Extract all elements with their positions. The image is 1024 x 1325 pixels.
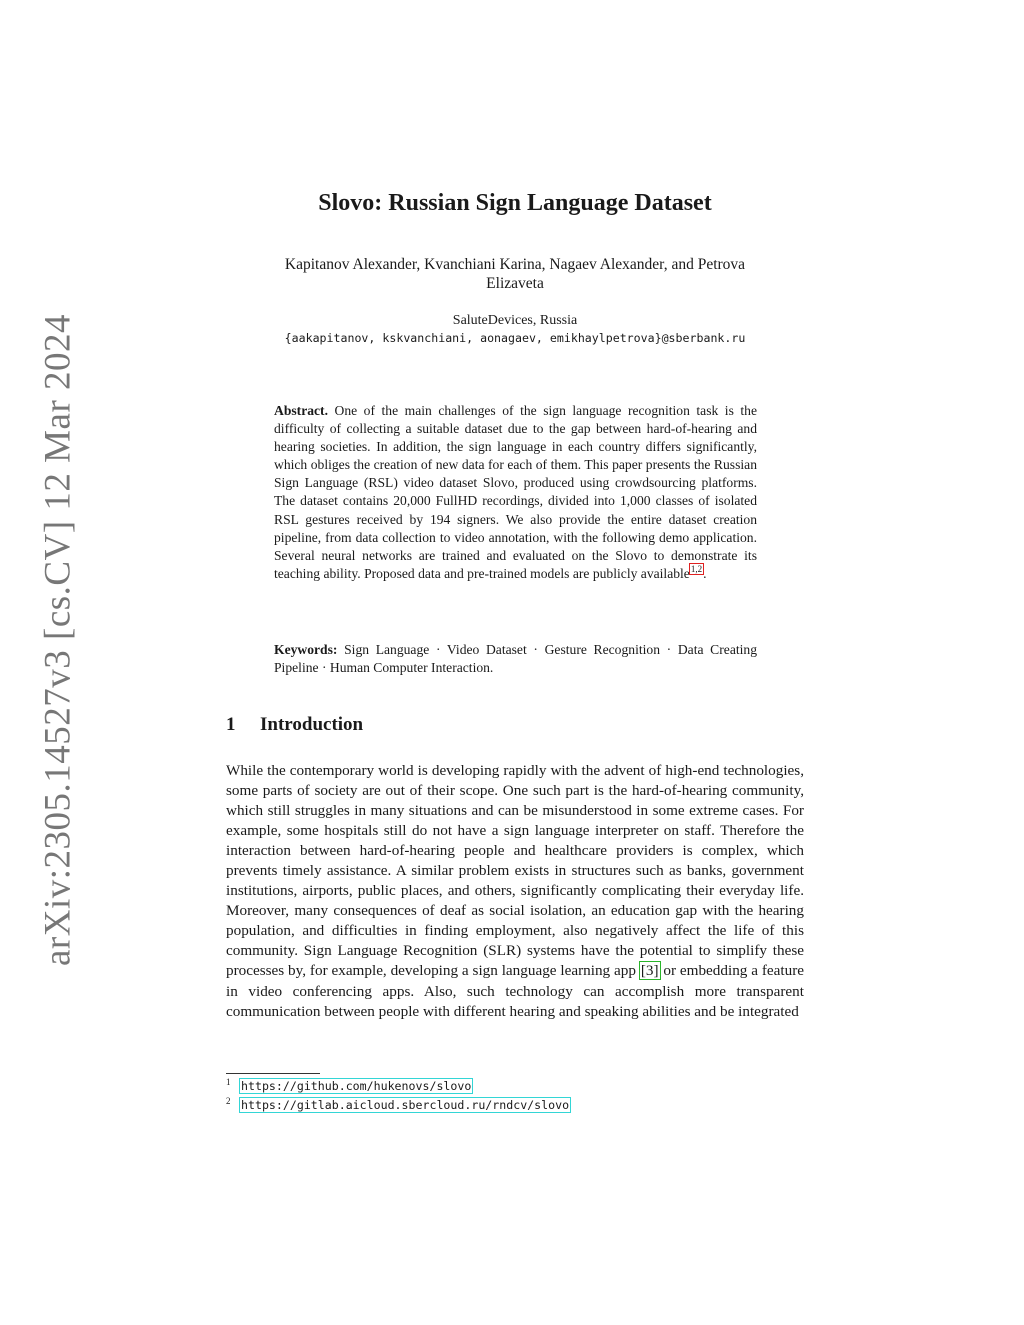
author-emails: {aakapitanov, kskvanchiani, aonagaev, emikhaylpetrova}@sberbank.ru — [284, 331, 746, 345]
keywords-label: Keywords: — [274, 642, 338, 657]
section-title: Introduction — [260, 714, 364, 735]
section-number: 1 — [226, 714, 236, 735]
citation-link[interactable]: [3] — [640, 962, 659, 980]
arxiv-identifier: arXiv:2305.14527v3 [cs.CV] 12 Mar 2024 — [37, 313, 79, 967]
authors — [226, 255, 804, 293]
footnote-url-link[interactable]: https://github.com/hukenovs/slovo — [241, 1079, 472, 1093]
footnote-1: 1 https://github.com/hukenovs/slovo — [226, 1077, 472, 1093]
authors-line-2: Elizaveta — [486, 275, 544, 292]
abstract-end: . — [703, 565, 707, 581]
footnote-divider — [226, 1073, 320, 1074]
keywords — [274, 641, 757, 677]
footnote-url-link[interactable]: https://gitlab.aicloud.sbercloud.ru/rndcv/slovo — [241, 1098, 570, 1112]
intro-text-2: or embedding a feature in video conferencing apps. Also, such technology can accomplish more transparent communication between people with different hearing and speaking abilities and be integrated — [226, 962, 805, 1020]
affiliation: SaluteDevices, Russia — [452, 313, 578, 328]
keywords-text: Sign Language · Video Dataset · Gesture Recognition · Data Creating Pipeline · Human Computer Interaction. — [274, 642, 757, 676]
intro-text-1: While the contemporary world is developing rapidly with the advent of high-end technologies, some parts of society are out of their scope. One such part is the hard-of-hearing community, which still struggles in many situations and can be misunderstood in some extreme cases. For example, some hospitals still do not have a sign language interpreter on staff. Therefore the interaction between hard-of-hearing people and healthcare providers is complex, which prevents timely assistance. A similar problem exists in structures such as banks, government institutions, airports, public places, and others, significantly complicating their everyday life. Moreover, many consequences of deaf as social isolation, an education gap with the hearing population, and difficulties in finding employment, also negatively affect the life of this community. Sign Language Recognition (SLR) systems have the potential to simplify these processes by, for example, developing a sign language learning app — [226, 762, 804, 980]
abstract-text: One of the main challenges of the sign language recognition task is the difficulty of collecting a suitable dataset due to the gap between hard-of-hearing and hearing societies. In addition, the sign language in each country differs significantly, which obliges the creation of new data for each of them. This paper presents the Russian Sign Language (RSL) video dataset Slovo, produced using crowdsourcing platforms. The dataset contains 20,000 FullHD recordings, divided into 1,000 classes of isolated RSL gestures received by 194 signers. We also provide the entire dataset creation pipeline, from data collection to video annotation, with the following demo application. Several neural networks are trained and evaluated on the Slovo to demonstrate its teaching ability. Proposed data and pre-trained models are publicly available — [274, 403, 758, 581]
footnote-ref-link[interactable]: 1,2 — [690, 564, 703, 575]
paper-title: Slovo: Russian Sign Language Dataset — [318, 190, 712, 216]
section-heading — [226, 714, 363, 736]
footnote-2: 2 https://gitlab.aicloud.sbercloud.ru/rndcv/slovo — [226, 1096, 570, 1112]
authors-line-1: Kapitanov Alexander, Kvanchiani Karina, Nagaev Alexander, and Petrova — [284, 256, 746, 273]
abstract-label: Abstract. — [274, 403, 328, 418]
introduction-paragraph — [226, 761, 804, 1022]
footnotes — [226, 1077, 570, 1115]
abstract — [274, 402, 757, 583]
